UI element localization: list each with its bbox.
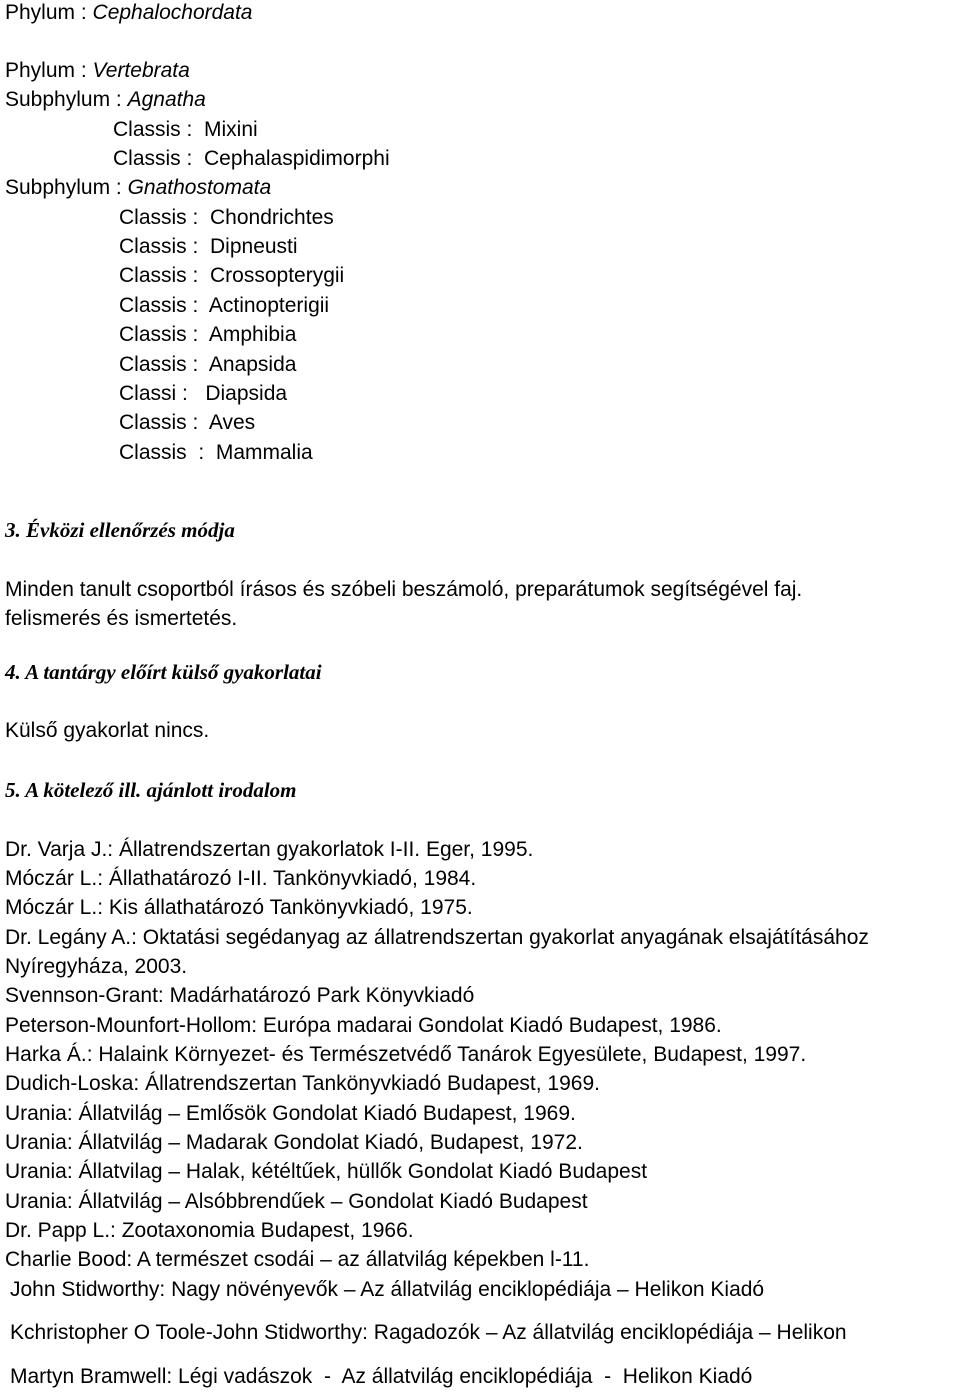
reference-item: Nyíregyháza, 2003. [5,955,188,978]
reference-item: Harka Á.: Halaink Környezet- és Természetvédő Tanárok Egyesülete, Budapest, 1997. [5,1043,807,1066]
reference-item: Dr. Legány A.: Oktatási segédanyag az állatrendszertan gyakorlat anyagának elsajátításához [5,926,869,949]
reference-item: John Stidworthy: Nagy növényevők – Az állatvilág enciklopédiája – Helikon Kiadó [10,1278,765,1301]
class-item: Classis : Actinopterigii [119,294,330,317]
class-item: Classis : Cephalaspidimorphi [113,147,390,170]
reference-item: Móczár L.: Kis állathatározó Tankönyvkiadó, 1975. [5,896,473,919]
class-item: Classis : Dipneusti [119,235,298,258]
class-item: Classis : Mammalia [119,441,313,464]
section-3-heading: 3. Évközi ellenőrzés módja [5,518,235,542]
phylum-line-2 [5,59,190,83]
reference-item: Svennson-Grant: Madárhatározó Park Könyvkiadó [5,984,475,1007]
reference-item: Martyn Bramwell: Légi vadászok - Az állatvilág enciklopédiája - Helikon Kiadó [10,1365,753,1388]
reference-item: Peterson-Mounfort-Hollom: Európa madarai Gondolat Kiadó Budapest, 1986. [5,1014,722,1037]
reference-item: Kchristopher O Toole-John Stidworthy: Ragadozók – Az állatvilág enciklopédiája – Helikon [10,1321,847,1344]
reference-item: Dr. Varja J.: Állatrendszertan gyakorlatok I-II. Eger, 1995. [5,838,534,861]
subphylum-name: Agnatha [127,88,206,111]
class-item: Classis : Chondrichtes [119,206,334,229]
class-item: Classi : Diapsida [119,382,288,405]
reference-item: Dudich-Loska: Állatrendszertan Tankönyvkiadó Budapest, 1969. [5,1072,600,1095]
section-3-text-2: felismerés és ismertetés. [5,607,238,630]
subphylum-name: Gnathostomata [127,176,272,199]
phylum-name: Vertebrata [92,59,190,82]
class-item: Classis : Anapsida [119,353,297,376]
section-3-text-1: Minden tanult csoportból írásos és szóbeli beszámoló, preparátumok segítségével faj. [5,578,803,601]
reference-item: Charlie Bood: A természet csodái – az állatvilág képekben l-11. [5,1248,590,1271]
phylum-label: Phylum : [5,1,93,24]
class-item: Classis : Aves [119,411,256,434]
class-item: Classis : Mixini [113,118,258,141]
reference-item: Urania: Állatvilág – Madarak Gondolat Kiadó, Budapest, 1972. [5,1131,583,1154]
reference-item: Urania: Állatvilág – Alsóbbrendűek – Gondolat Kiadó Budapest [5,1190,588,1213]
subphylum-line-1 [5,88,206,112]
reference-item: Móczár L.: Állathatározó I-II. Tankönyvkiadó, 1984. [5,867,477,890]
section-4-text: Külső gyakorlat nincs. [5,719,210,742]
reference-item: Urania: Állatvilag – Halak, kétéltűek, hüllők Gondolat Kiadó Budapest [5,1160,648,1183]
subphylum-label: Subphylum : [5,176,128,199]
section-5-heading: 5. A kötelező ill. ajánlott irodalom [5,778,297,802]
class-item: Classis : Crossopterygii [119,264,345,287]
subphylum-line-2 [5,176,271,200]
phylum-label: Phylum : [5,59,93,82]
class-item: Classis : Amphibia [119,323,297,346]
section-4-heading: 4. A tantárgy előírt külső gyakorlatai [5,660,322,684]
reference-item: Dr. Papp L.: Zootaxonomia Budapest, 1966. [5,1219,414,1242]
subphylum-label: Subphylum : [5,88,128,111]
phylum-line-1 [5,1,252,25]
reference-item: Urania: Állatvilág – Emlősök Gondolat Kiadó Budapest, 1969. [5,1102,576,1125]
phylum-name: Cephalochordata [92,1,253,24]
